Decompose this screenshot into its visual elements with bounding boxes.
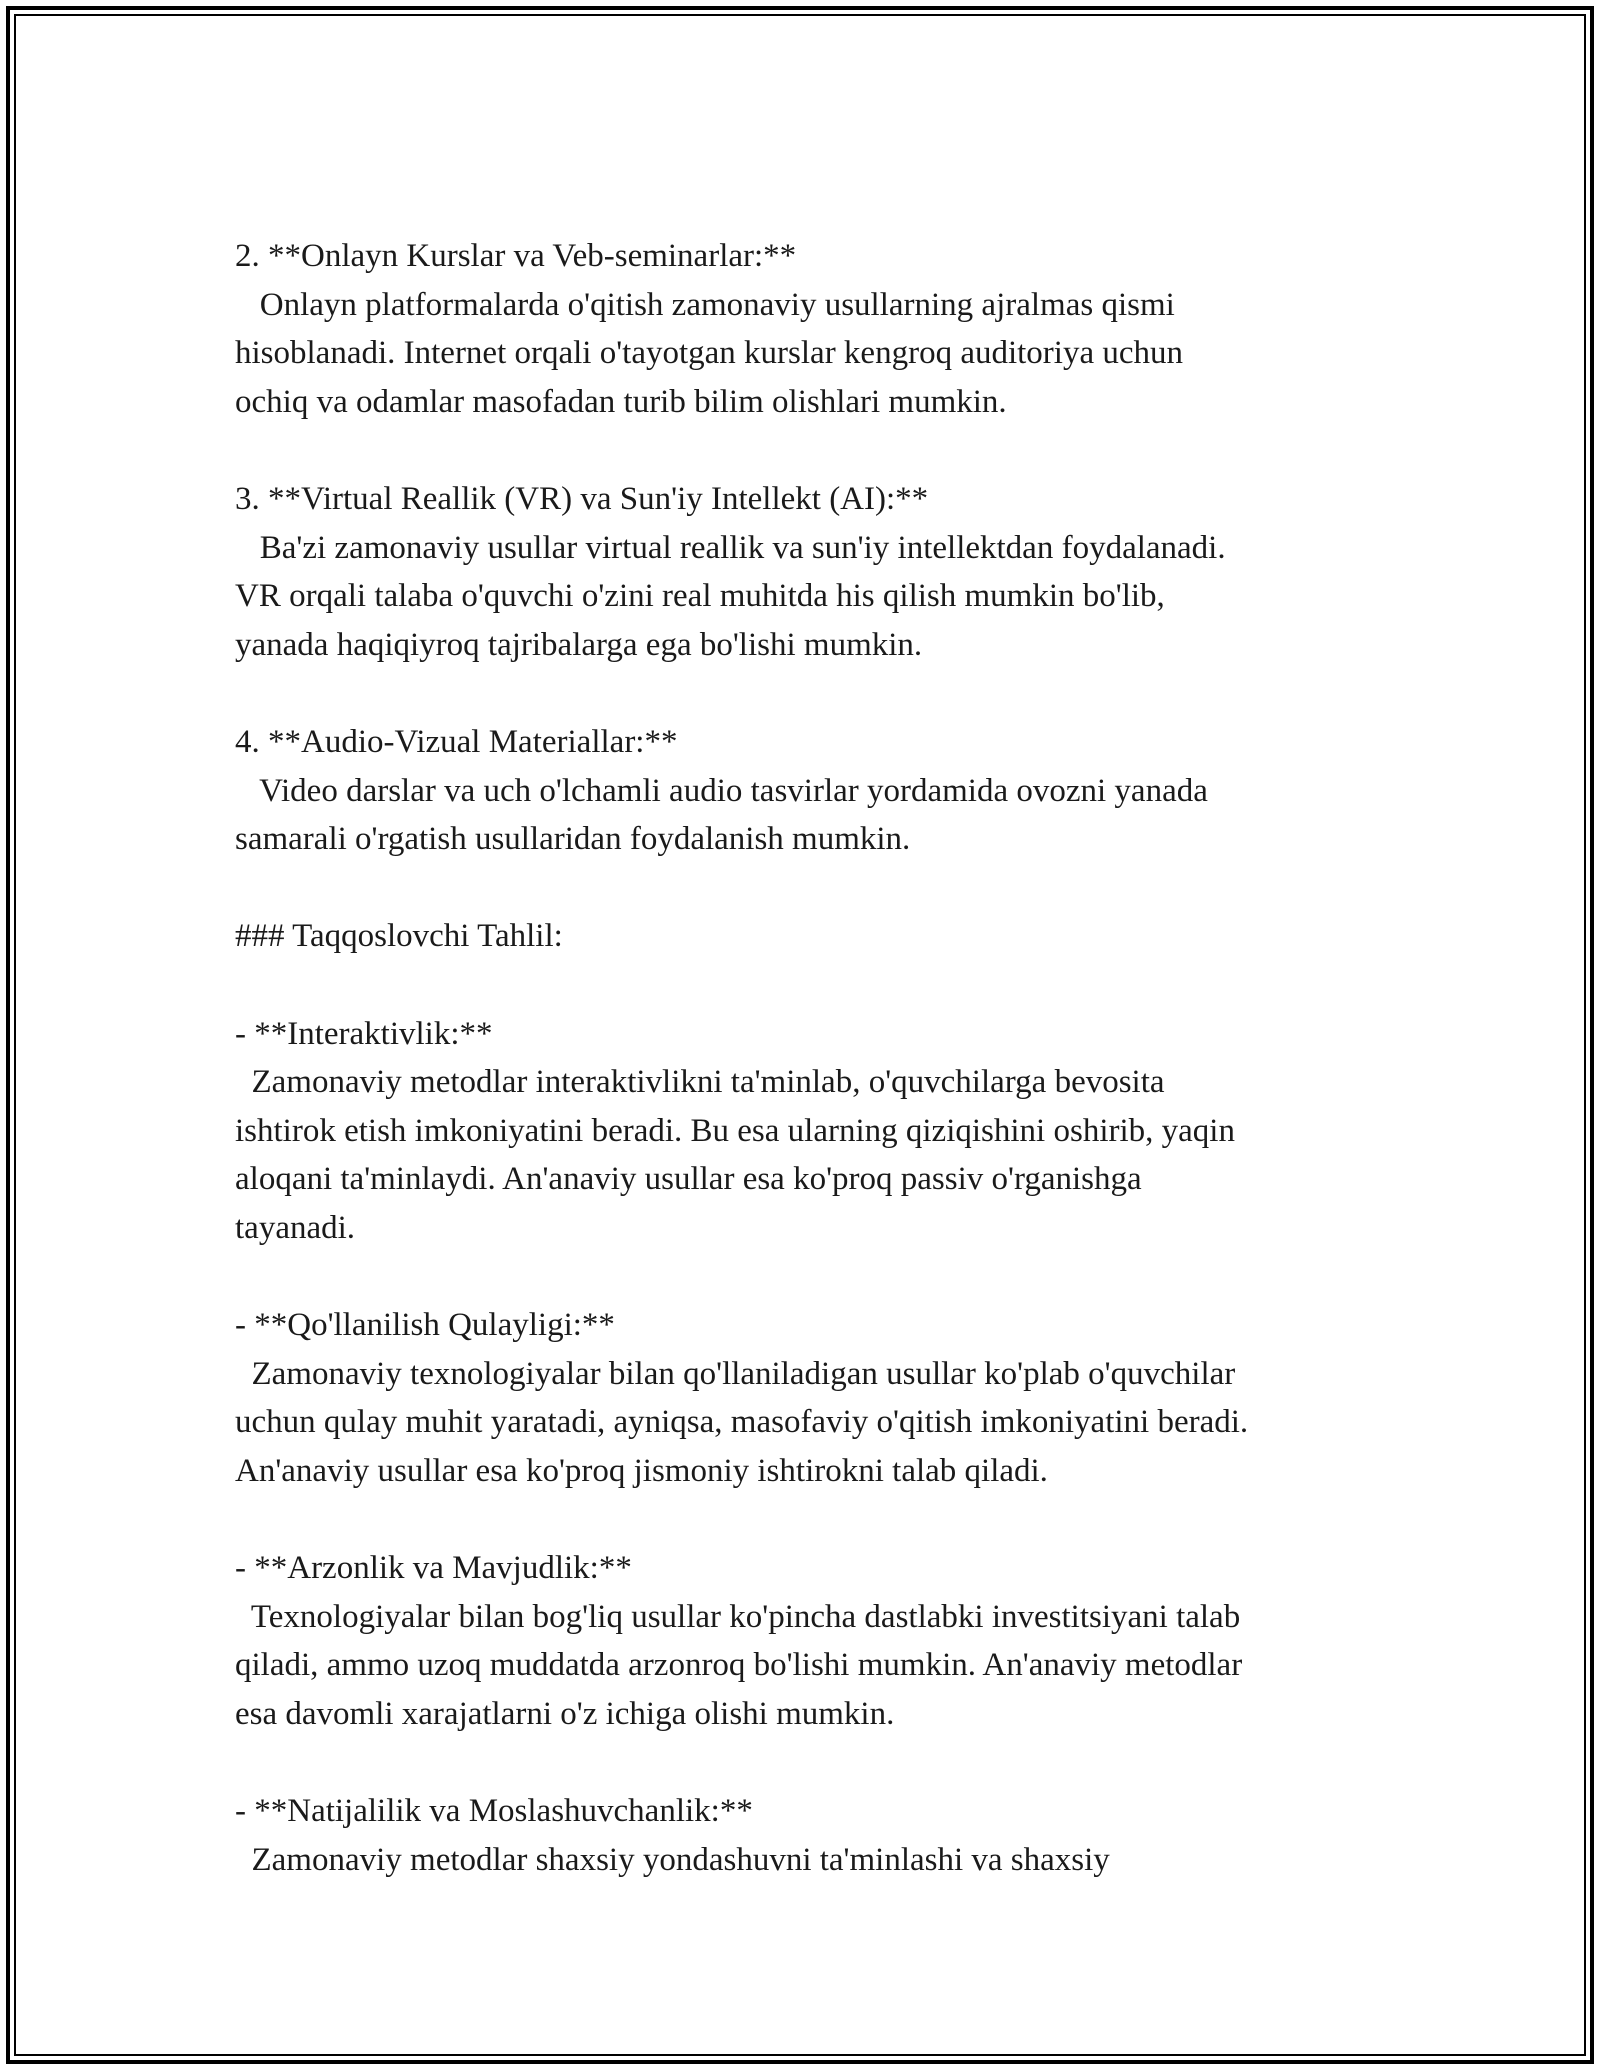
paragraph-line: aloqani ta'minlaydi. An'anaviy usullar esa ko'proq passiv o'rganishga — [235, 1161, 1142, 1198]
section-heading: - **Interaktivlik:** — [235, 1015, 493, 1052]
paragraph-line: samarali o'rgatish usullaridan foydalanish mumkin. — [235, 821, 911, 858]
section-interactivity — [235, 1010, 1395, 1253]
paragraph-line: yanada haqiqiyroq tajribalarga ega bo'lishi mumkin. — [235, 626, 923, 663]
section-heading: 2. **Onlayn Kurslar va Veb-seminarlar:** — [235, 238, 797, 274]
paragraph-line: Zamonaviy texnologiyalar bilan qo'llaniladigan usullar ko'plab o'quvchilar — [235, 1355, 1236, 1392]
section-heading: - **Arzonlik va Mavjudlik:** — [235, 1550, 632, 1587]
blank-line — [235, 961, 1395, 1010]
section-convenience — [235, 1301, 1395, 1495]
section-effectiveness — [235, 1787, 1395, 1884]
blank-line — [235, 426, 1395, 475]
section-heading: 3. **Virtual Reallik (VR) va Sun'iy Intellekt (AI):** — [235, 480, 929, 517]
section-affordability — [235, 1544, 1395, 1738]
section-online-courses — [235, 232, 1395, 426]
section-heading: 4. **Audio-Vizual Materiallar:** — [235, 723, 678, 760]
blank-line — [235, 1252, 1395, 1301]
paragraph-line: Video darslar va uch o'lchamli audio tasvirlar yordamida ovozni yanada — [235, 772, 1208, 809]
blank-line — [235, 669, 1395, 718]
section-audio-visual — [235, 718, 1395, 864]
section-heading: - **Natijalilik va Moslashuvchanlik:** — [235, 1793, 753, 1829]
paragraph-line: esa davomli xarajatlarni o'z ichiga olishi mumkin. — [235, 1695, 895, 1732]
paragraph-line: VR orqali talaba o'quvchi o'zini real muhitda his qilish mumkin bo'lib, — [235, 578, 1165, 615]
document-body — [235, 232, 1395, 1884]
section-heading: ### Taqqoslovchi Tahlil: — [235, 918, 563, 955]
paragraph-line: tayanadi. — [235, 1209, 356, 1246]
paragraph-line: Zamonaviy metodlar interaktivlikni ta'minlab, o'quvchilarga bevosita — [235, 1064, 1165, 1101]
paragraph-line: ishtirok etish imkoniyatini beradi. Bu esa ularning qiziqishini oshirib, yaqin — [235, 1112, 1235, 1149]
paragraph-line: Ba'zi zamonaviy usullar virtual reallik va sun'iy intellektdan foydalanadi. — [235, 529, 1226, 566]
paragraph-line: uchun qulay muhit yaratadi, ayniqsa, masofaviy o'qitish imkoniyatini beradi. — [235, 1404, 1249, 1441]
section-vr-ai — [235, 475, 1395, 669]
blank-line — [235, 1495, 1395, 1544]
paragraph-line: Zamonaviy metodlar shaxsiy yondashuvni ta'minlashi va shaxsiy — [235, 1841, 1110, 1878]
blank-line — [235, 1738, 1395, 1787]
paragraph-line: hisoblanadi. Internet orqali o'tayotgan kurslar kengroq auditoriya uchun — [235, 335, 1184, 372]
paragraph-line: An'anaviy usullar esa ko'proq jismoniy ishtirokni talab qiladi. — [235, 1452, 1048, 1489]
section-heading: - **Qo'llanilish Qulayligi:** — [235, 1307, 615, 1344]
paragraph-line: ochiq va odamlar masofadan turib bilim olishlari mumkin. — [235, 383, 1007, 420]
section-comparative-analysis — [235, 912, 1395, 961]
paragraph-line: Onlayn platformalarda o'qitish zamonaviy usullarning ajralmas qismi — [235, 286, 1175, 323]
paragraph-line: Texnologiyalar bilan bog'liq usullar ko'pincha dastlabki investitsiyani talab — [235, 1598, 1241, 1635]
paragraph-line: qiladi, ammo uzoq muddatda arzonroq bo'lishi mumkin. An'anaviy metodlar — [235, 1647, 1243, 1684]
blank-line — [235, 864, 1395, 913]
